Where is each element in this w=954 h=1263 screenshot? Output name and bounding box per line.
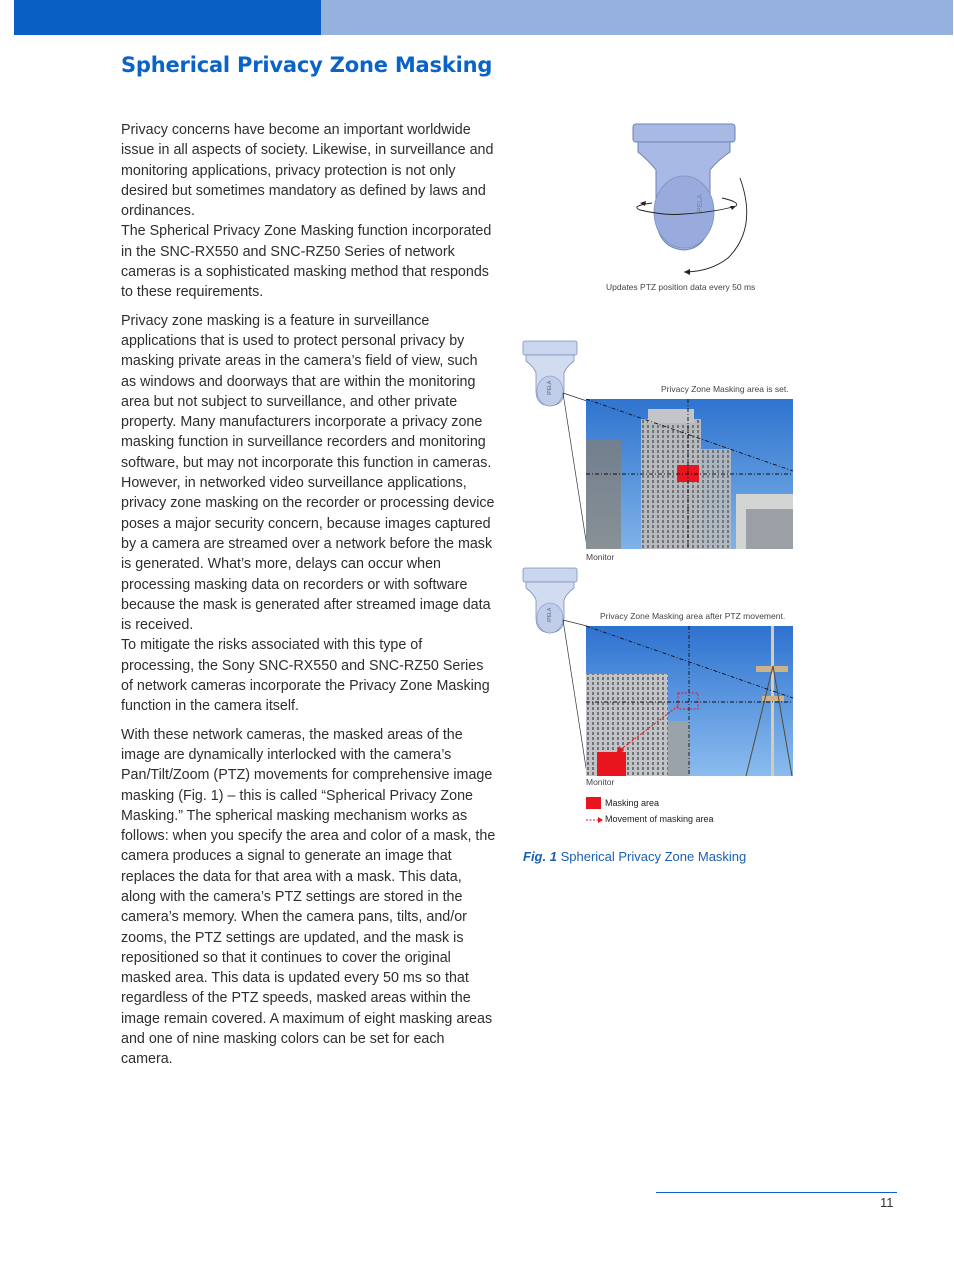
camera-brand-text-1: IPELA xyxy=(547,380,553,395)
monitor-image-1 xyxy=(586,399,793,549)
legend-movement-label: Movement of masking area xyxy=(605,814,714,824)
footer-rule xyxy=(656,1192,897,1193)
figure-number: Fig. 1 xyxy=(523,849,557,864)
legend-swatch-mask xyxy=(586,797,601,809)
figure-caption xyxy=(523,849,746,864)
camera-brand-text: IPELA xyxy=(697,194,704,214)
paragraph-2: The Spherical Privacy Zone Masking function incorporated in the SNC-RX550 and SNC-RZ50 Series of network cameras is a sophisticated masking method that responds to these requirements. xyxy=(121,223,492,301)
monitor-image-2 xyxy=(586,626,793,776)
body-text xyxy=(121,120,496,1070)
figure-title: Spherical Privacy Zone Masking xyxy=(560,849,747,864)
panel1-caption: Privacy Zone Masking area is set. xyxy=(661,384,789,394)
header-band-light xyxy=(321,0,953,35)
page-title: Spherical Privacy Zone Masking xyxy=(121,53,493,77)
monitor-label-1: Monitor xyxy=(586,552,615,562)
header-band-dark xyxy=(14,0,321,35)
update-caption: Updates PTZ position data every 50 ms xyxy=(606,282,756,292)
page-number: 11 xyxy=(880,1195,894,1210)
monitor-label-2: Monitor xyxy=(586,777,615,787)
paragraph-5: With these network cameras, the masked areas of the image are dynamically interlocked with the camera’s Pan/Tilt/Zoom (PTZ) movements for comprehensive image masking (Fig. 1) – this is called “Spherical Privacy Zone Masking.” The spherical masking mechanism works as follows: when you specify the area and color of a mask, the camera produces a signal to generate an image that replaces the data for that area with a mask. This data, along with the camera’s PTZ settings are stored in the camera’s memory. When the camera pans, tilts, and/or zooms, the PTZ settings are updated, and the mask is repositioned so that it continues to cover the original masked area. This data is updated every 50 ms so that regardless of the PTZ speeds, masked areas within the image remain covered. A maximum of eight masking areas and one of nine masking colors can be set for each camera. xyxy=(121,726,496,1068)
legend-arrow-icon xyxy=(586,816,604,824)
camera-brand-text-2: IPELA xyxy=(547,607,553,622)
mask-rect-2 xyxy=(597,752,626,776)
legend-mask-label: Masking area xyxy=(605,798,660,808)
ptz-camera-illustration xyxy=(600,118,770,283)
panel2-caption: Privacy Zone Masking area after PTZ movement. xyxy=(600,611,786,621)
paragraph-4: To mitigate the risks associated with this type of processing, the Sony SNC-RX550 and SNC-RZ50 Series of network cameras incorporate the Privacy Zone Masking function in the camera itself. xyxy=(121,637,490,715)
paragraph-3: Privacy zone masking is a feature in surveillance applications that is used to protect personal privacy by masking private areas in the camera’s field of view, such as windows and doorways that are within the monitoring area but not subject to surveillance, and other private property. Many manufacturers incorporate a privacy zone masking function in surveillance recorders and monitoring software, but may not incorporate this function in cameras. However, in networked video surveillance applications, privacy zone masking on the recorder or processing device poses a major security concern, because images captured by a camera are streamed over a network before the mask is generated. What’s more, delays can occur when processing masking data on recorders or with software because the mask is generated after streamed image data is received. xyxy=(121,312,495,634)
paragraph-1: Privacy concerns have become an important worldwide issue in all aspects of society. Likewise, in surveillance and monitoring applications, privacy protection is not only desired but sometimes mandatory as defined by laws and ordinances. xyxy=(121,122,494,220)
